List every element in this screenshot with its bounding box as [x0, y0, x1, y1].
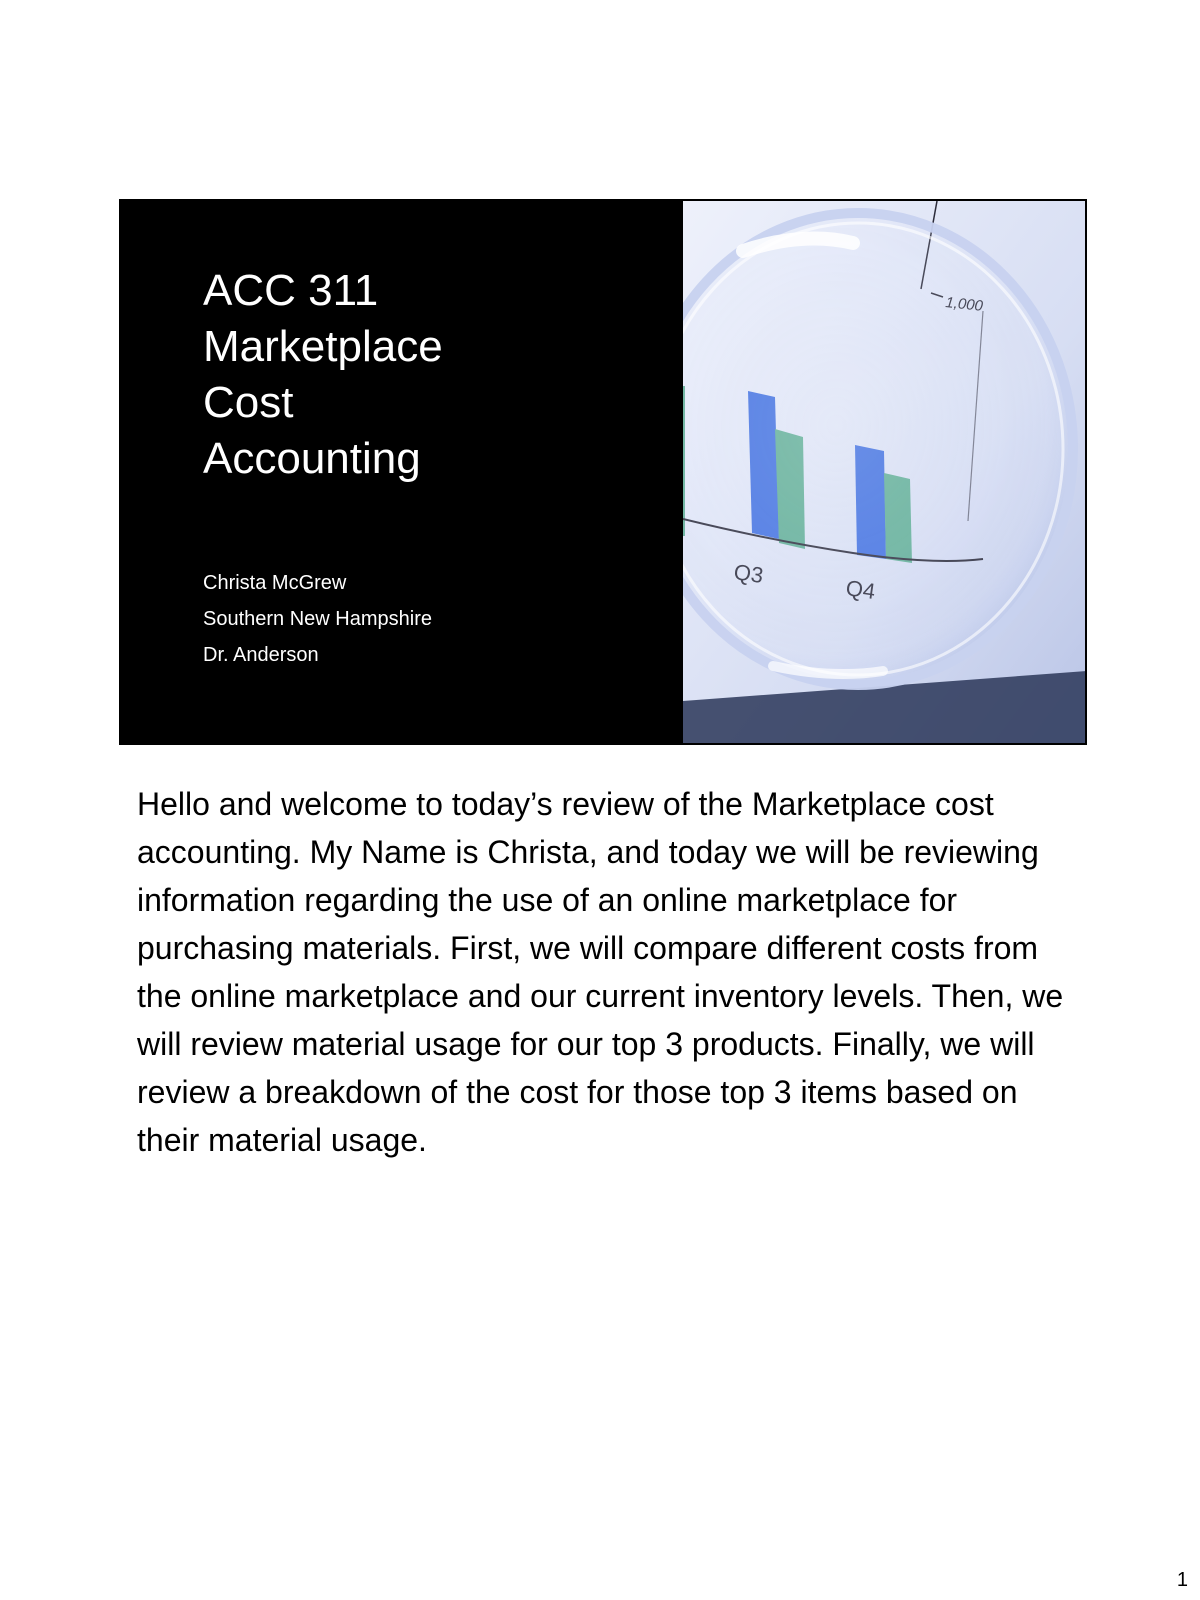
page-number: 1	[1176, 1569, 1188, 1591]
author-name: Christa McGrew	[203, 572, 347, 594]
slide-author-info	[203, 565, 673, 673]
slide-thumbnail	[119, 199, 1087, 745]
title-line: Accounting	[203, 434, 421, 483]
institution: Southern New Hampshire	[203, 608, 432, 630]
title-line: Cost	[203, 378, 294, 427]
title-line: ACC 311	[203, 266, 379, 315]
magnifier-chart-photo	[683, 201, 1087, 745]
instructor: Dr. Anderson	[203, 644, 319, 666]
title-line: Marketplace	[203, 322, 443, 371]
slide-text-panel	[203, 263, 673, 673]
magnifying-glass-lens	[683, 213, 1073, 685]
slide-title	[203, 263, 673, 487]
speaker-notes: Hello and welcome to today’s review of the Marketplace cost accounting. My Name is Christa, and today we will be reviewing information regarding the use of an online marketplace for purchasing materials. First, we will compare different costs from the online marketplace and our current inventory levels. Then, we will review material usage for our top 3 products. Finally, we will review a breakdown of the cost for those top 3 items based on their material usage.	[137, 786, 1064, 1158]
